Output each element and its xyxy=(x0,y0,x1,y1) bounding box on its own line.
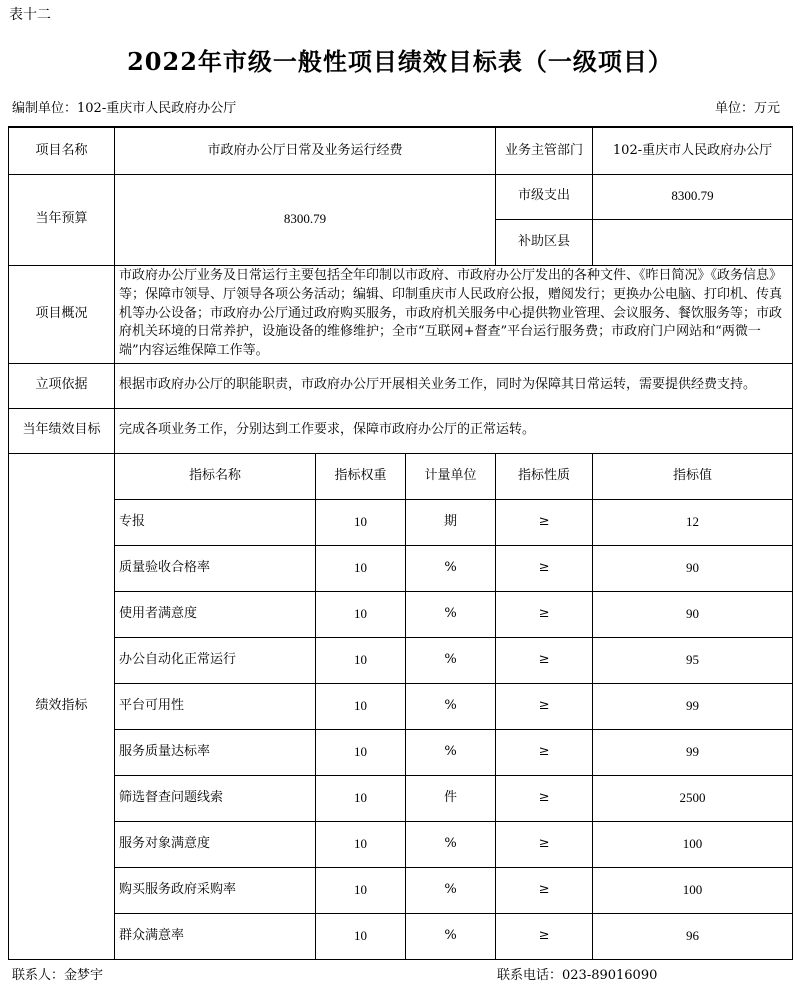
table-row xyxy=(9,775,793,821)
indicator-value: 95 xyxy=(593,637,793,683)
table-row xyxy=(9,591,793,637)
table-row xyxy=(9,683,793,729)
indicator-name: 质量验收合格率 xyxy=(115,545,316,591)
basis-text: 根据市政府办公厅的职能职责，市政府办公厅开展相关业务工作，同时为保障其日常运转，需要提供经费支持。 xyxy=(115,363,793,408)
table-row xyxy=(9,821,793,867)
indicator-weight: 10 xyxy=(316,729,406,775)
indicator-weight: 10 xyxy=(316,913,406,959)
indicator-value: 2500 xyxy=(593,775,793,821)
indicator-unit: % xyxy=(406,867,496,913)
col-indicator-name-header: 指标名称 xyxy=(115,453,316,499)
indicator-weight: 10 xyxy=(316,591,406,637)
indicator-name: 平台可用性 xyxy=(115,683,316,729)
indicator-name: 筛选督查问题线索 xyxy=(115,775,316,821)
indicator-unit: % xyxy=(406,683,496,729)
city-expenditure-value: 8300.79 xyxy=(593,174,793,219)
annual-goal-label: 当年绩效目标 xyxy=(9,408,115,453)
col-nature-header: 指标性质 xyxy=(496,453,593,499)
indicators-label: 绩效指标 xyxy=(9,453,115,959)
table-number: 表十二 xyxy=(9,7,51,23)
indicator-weight: 10 xyxy=(316,499,406,545)
contact-person: 联系人：金梦宇 xyxy=(12,968,104,983)
indicator-unit: % xyxy=(406,591,496,637)
indicator-value: 99 xyxy=(593,729,793,775)
budget-value: 8300.79 xyxy=(115,174,496,265)
table-row xyxy=(9,913,793,959)
indicator-name: 办公自动化正常运行 xyxy=(115,637,316,683)
indicator-unit: 件 xyxy=(406,775,496,821)
col-value-header: 指标值 xyxy=(593,453,793,499)
indicator-unit: % xyxy=(406,637,496,683)
indicator-nature: ≥ xyxy=(496,775,593,821)
indicator-value: 100 xyxy=(593,821,793,867)
project-name-label: 项目名称 xyxy=(9,127,115,174)
col-weight-header: 指标权重 xyxy=(316,453,406,499)
indicator-nature: ≥ xyxy=(496,499,593,545)
indicator-nature: ≥ xyxy=(496,729,593,775)
document-title: 2022年市级一般性项目绩效目标表（一级项目） xyxy=(127,47,673,76)
compiling-unit: 编制单位：102-重庆市人民政府办公厅 xyxy=(12,101,237,116)
indicator-nature: ≥ xyxy=(496,637,593,683)
indicator-weight: 10 xyxy=(316,775,406,821)
project-name-value: 市政府办公厅日常及业务运行经费 xyxy=(115,127,496,174)
overview-text: 市政府办公厅业务及日常运行主要包括全年印制以市政府、市政府办公厅发出的各种文件、《昨日简况》《政务信息》等；保障市领导、厅领导各项公务活动；编辑、印制重庆市人民政府公报，赠阅发行；更换办公电脑、打印机、传真机等办公设备；市政府办公厅通过政府购买服务，市政府机关服务中心提供物业管理、会议服务、餐饮服务等；市政府机关环境的日常养护，设施设备的维修维护；全市“互联网+督查”平台运行服务费；市政府门户网站和“两微一端”内容运维保障工作等。 xyxy=(115,265,793,363)
indicator-nature: ≥ xyxy=(496,591,593,637)
table-row xyxy=(9,867,793,913)
indicator-name: 服务对象满意度 xyxy=(115,821,316,867)
indicator-weight: 10 xyxy=(316,867,406,913)
annual-goal-text: 完成各项业务工作，分别达到工作要求，保障市政府办公厅的正常运转。 xyxy=(115,408,793,453)
indicator-unit: 期 xyxy=(406,499,496,545)
department-label: 业务主管部门 xyxy=(496,127,593,174)
col-unit-header: 计量单位 xyxy=(406,453,496,499)
city-expenditure-label: 市级支出 xyxy=(496,174,593,219)
indicator-unit: % xyxy=(406,913,496,959)
table-row xyxy=(9,729,793,775)
indicator-unit: % xyxy=(406,821,496,867)
indicator-weight: 10 xyxy=(316,545,406,591)
indicator-value: 100 xyxy=(593,867,793,913)
table-row xyxy=(9,499,793,545)
indicator-name: 群众满意率 xyxy=(115,913,316,959)
indicator-name: 购买服务政府采购率 xyxy=(115,867,316,913)
indicator-unit: % xyxy=(406,729,496,775)
indicator-nature: ≥ xyxy=(496,913,593,959)
basis-label: 立项依据 xyxy=(9,363,115,408)
indicator-weight: 10 xyxy=(316,683,406,729)
department-value: 102-重庆市人民政府办公厅 xyxy=(593,127,793,174)
indicator-weight: 10 xyxy=(316,821,406,867)
indicator-name: 使用者满意度 xyxy=(115,591,316,637)
indicator-name: 专报 xyxy=(115,499,316,545)
indicator-nature: ≥ xyxy=(496,683,593,729)
table-row xyxy=(9,545,793,591)
county-subsidy-label: 补助区县 xyxy=(496,219,593,265)
indicator-value: 99 xyxy=(593,683,793,729)
performance-goal-table xyxy=(8,126,793,960)
county-subsidy-value xyxy=(593,219,793,265)
indicator-value: 90 xyxy=(593,545,793,591)
indicator-value: 90 xyxy=(593,591,793,637)
indicator-nature: ≥ xyxy=(496,867,593,913)
indicator-value: 12 xyxy=(593,499,793,545)
overview-label: 项目概况 xyxy=(9,265,115,363)
table-row xyxy=(9,637,793,683)
indicator-name: 服务质量达标率 xyxy=(115,729,316,775)
indicator-weight: 10 xyxy=(316,637,406,683)
contact-phone: 联系电话：023-89016090 xyxy=(497,968,658,983)
indicator-unit: % xyxy=(406,545,496,591)
indicator-nature: ≥ xyxy=(496,545,593,591)
indicator-nature: ≥ xyxy=(496,821,593,867)
budget-label: 当年预算 xyxy=(9,174,115,265)
currency-unit: 单位：万元 xyxy=(714,101,780,116)
indicator-value: 96 xyxy=(593,913,793,959)
